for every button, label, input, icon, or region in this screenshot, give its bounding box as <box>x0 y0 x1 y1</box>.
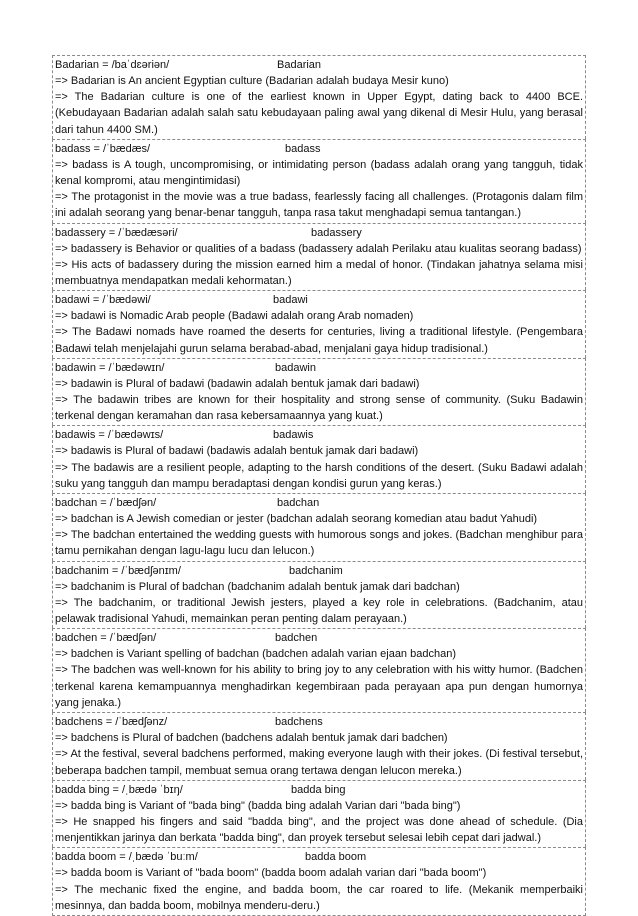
entry-heading <box>55 141 583 157</box>
dictionary-page <box>52 55 586 916</box>
definition: => badchan is A Jewish comedian or jester (badchan adalah seorang komedian atau badut Yahudi) <box>55 513 538 526</box>
pronunciation: badawin = /ˈbædəwɪn/ <box>55 361 165 374</box>
entry-heading <box>55 782 583 798</box>
headword: badda boom <box>305 851 367 864</box>
pronunciation: badchens = /ˈbædʃənz/ <box>55 716 168 729</box>
definition: => badchens is Plural of badchen (badchens adalah bentuk jamak dari badchen) <box>55 732 448 745</box>
entry-heading <box>55 563 583 579</box>
pronunciation: badawis = /ˈbædəwɪs/ <box>55 429 164 442</box>
example: => The badchen was well-known for his ability to bring joy to any celebration with his witty humor. (Badchen terkenal karena kemampuannya menghadirkan kegembiraan pada perayaan apa pun dengan humornya yang jenaka.) <box>55 664 583 709</box>
pronunciation: badass = /ˈbædæs/ <box>55 142 151 155</box>
headword: Badarian <box>277 59 322 71</box>
definition: => badawis is Plural of badawi (badawis adalah bentuk jamak dari badawi) <box>55 445 419 458</box>
entry-badchanim <box>52 561 586 629</box>
pronunciation: badda bing = /ˌbædə ˈbɪŋ/ <box>55 783 183 796</box>
entry-badda-boom <box>52 847 586 916</box>
entry-badawi <box>52 290 586 358</box>
definition: => badda bing is Variant of "bada bing" (badda bing adalah Varian dari "bada bing") <box>55 799 461 812</box>
entry-badda-bing <box>52 780 586 848</box>
entry-heading <box>55 57 583 73</box>
entry-badass <box>52 139 586 223</box>
entry-heading <box>55 630 583 646</box>
entry-heading <box>55 495 583 511</box>
entry-heading <box>55 714 583 730</box>
headword: badchan <box>277 497 320 510</box>
headword: badchens <box>275 716 323 729</box>
example: => He snapped his fingers and said "badda bing", and the project was done ahead of schedule. (Dia menjentikkan jarinya dan berkata "badda bing", dan proyek tersebut selesai lebih cepat dari jadwal.) <box>55 815 583 845</box>
entry-badchan <box>52 493 586 561</box>
headword: badawis <box>273 429 314 442</box>
pronunciation: badassery = /ˈbædæsəri/ <box>55 226 178 239</box>
pronunciation: badawi = /ˈbædəwi/ <box>55 294 151 307</box>
example: => The mechanic fixed the engine, and badda boom, the car roared to life. (Mekanik memperbaiki mesinnya, dan badda boom, mobilnya menderu-deru.) <box>55 883 583 912</box>
example: => At the festival, several badchens performed, making everyone laugh with their jokes. (Di festival tersebut, beberapa badchen tampil, membuat semua orang tertawa dengan lelucon mereka.) <box>55 748 583 777</box>
entry-heading <box>55 849 583 865</box>
entry-badassery <box>52 223 586 291</box>
headword: badawi <box>273 294 308 307</box>
example: => The Badarian culture is one of the earliest known in Upper Egypt, dating back to 4400 BCE. (Kebudayaan Badarian adalah salah satu kebudayaan paling awal yang dikenal di Mesir Hulu, yang berasal dari tahun 4400 SM.) <box>55 91 583 136</box>
definition: => badchanim is Plural of badchan (badchanim adalah bentuk jamak dari badchan) <box>55 580 460 593</box>
definition: => badchen is Variant spelling of badchan (badchen adalah varian ejaan badchan) <box>55 648 456 661</box>
definition: => badawin is Plural of badawi (badawin adalah bentuk jamak dari badawi) <box>55 377 420 390</box>
headword: badassery <box>311 226 362 239</box>
example: => The Badawi nomads have roamed the deserts for centuries, living a traditional lifestyle. (Pengembara Badawi telah menjelajahi gurun selama berabad-abad, menjalani gaya hidup tradisional.) <box>55 326 583 355</box>
pronunciation: badchan = /ˈbædʃən/ <box>55 497 157 510</box>
headword: badawin <box>275 361 316 374</box>
example: => The badchan entertained the wedding guests with humorous songs and jokes. (Badchan menghibur para tamu pernikahan dengan lagu-lagu lucu dan lelucon.) <box>55 529 583 558</box>
example: => The protagonist in the movie was a true badass, fearlessly facing all challenges. (Protagonis dalam film ini adalah seorang yang benar-benar tangguh, tanpa rasa takut menghadapi semua tantangan.) <box>55 191 583 220</box>
definition: => badassery is Behavior or qualities of a badass (badassery adalah Perilaku atau kualitas seorang badass) <box>55 242 582 255</box>
pronunciation: Badarian = /baˈdɛəriən/ <box>55 59 170 71</box>
pronunciation: badchanim = /ˈbædʃənɪm/ <box>55 564 181 577</box>
example: => The badawin tribes are known for their hospitality and strong sense of community. (Suku Badawin terkenal dengan keramahan dan rasa kebersamaannya yang kuat.) <box>55 394 583 423</box>
entry-heading <box>55 225 583 241</box>
entry-badarian <box>52 55 586 139</box>
example: => The badawis are a resilient people, adapting to the harsh conditions of the desert. (Suku Badawi adalah suku yang tangguh dan mampu beradaptasi dengan kondisi gurun yang keras.) <box>55 461 583 490</box>
entry-badchen <box>52 628 586 712</box>
definition: => badawi is Nomadic Arab people (Badawi adalah orang Arab nomaden) <box>55 310 414 323</box>
example: => His acts of badassery during the mission earned him a medal of honor. (Tindakan jahatnya selama misi membuatnya mendapatkan medali kehormatan.) <box>55 258 583 288</box>
entry-heading <box>55 292 583 308</box>
headword: badda bing <box>291 783 346 796</box>
definition: => Badarian is An ancient Egyptian culture (Badarian adalah budaya Mesir kuno) <box>55 75 449 87</box>
entry-badawin <box>52 358 586 426</box>
headword: badchanim <box>289 564 343 577</box>
definition: => badda boom is Variant of "bada boom" (badda boom adalah varian dari "bada boom") <box>55 867 487 880</box>
example: => The badchanim, or traditional Jewish jesters, played a key role in celebrations. (Badchanim, atau pelawak tradisional Yahudi, memainkan peran penting dalam perayaan.) <box>55 596 583 626</box>
headword: badass <box>285 142 321 155</box>
entry-badawis <box>52 425 586 493</box>
pronunciation: badda boom = /ˌbædə ˈbuːm/ <box>55 851 198 864</box>
pronunciation: badchen = /ˈbædʃən/ <box>55 632 157 645</box>
entry-badchens <box>52 712 586 780</box>
entry-heading <box>55 360 583 376</box>
entry-heading <box>55 427 583 443</box>
headword: badchen <box>275 632 318 645</box>
definition: => badass is A tough, uncompromising, or intimidating person (badass adalah orang yang tangguh, tidak kenal kompromi, atau mengintimidasi) <box>55 158 583 188</box>
